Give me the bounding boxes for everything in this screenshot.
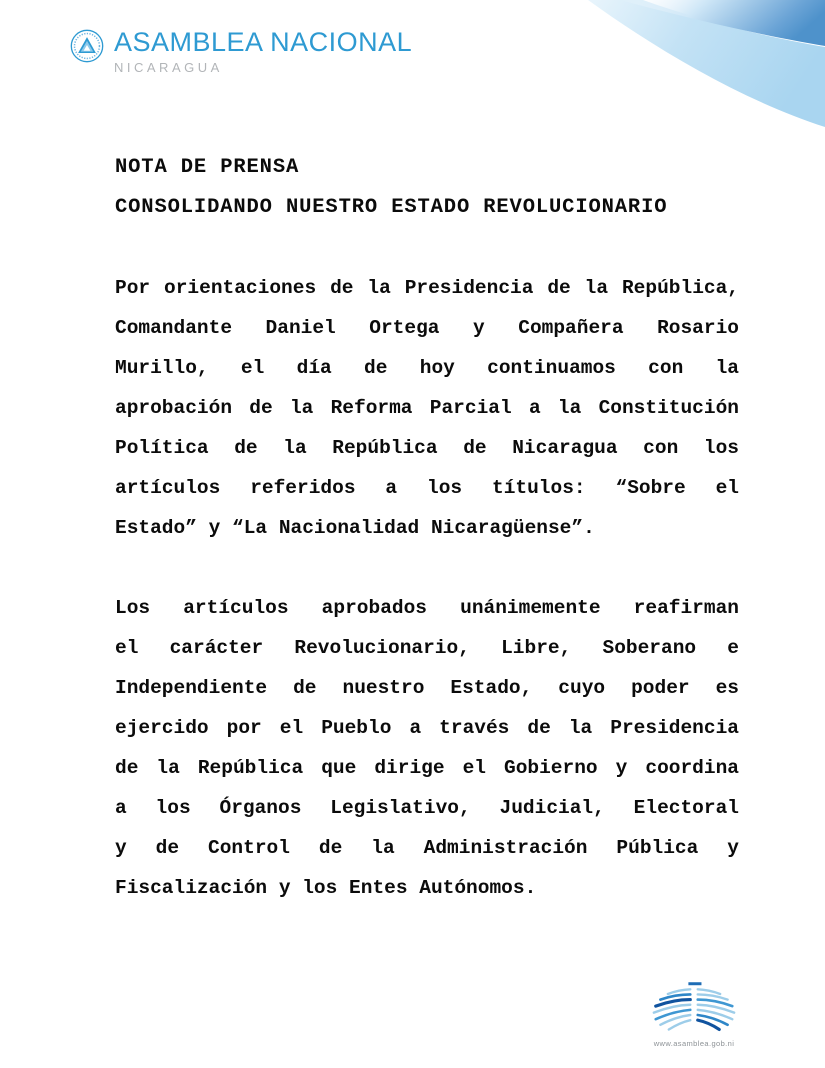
letterhead — [70, 27, 412, 75]
document-paragraphs — [115, 268, 739, 908]
swoosh-decoration — [525, 0, 825, 145]
document-title — [115, 148, 739, 228]
text-line: Murillo, el día de hoy continuamos con la — [115, 357, 739, 379]
org-name: ASAMBLEA NACIONAL — [114, 27, 413, 57]
assembly-seal-icon — [70, 29, 104, 63]
text-line: Independiente de nuestro Estado, cuyo poder es — [115, 677, 739, 699]
text-line: aprobación de la Reforma Parcial a la Constitución — [115, 397, 739, 419]
text-line: y de Control de la Administración Pública y — [115, 837, 739, 859]
text-line: artículos referidos a los títulos: “Sobre el — [115, 477, 739, 499]
text-line: de la República que dirige el Gobierno y coordina — [115, 757, 739, 779]
text-line: a los Órganos Legislativo, Judicial, Electoral — [115, 797, 739, 819]
text-line: Estado” y “La Nacionalidad Nicaragüense”. — [115, 517, 595, 539]
text-line: el carácter Revolucionario, Libre, Soberano e — [115, 637, 739, 659]
website-url: www.asamblea.gob.ni — [653, 1039, 735, 1048]
text-line: Comandante Daniel Ortega y Compañera Rosario — [115, 317, 739, 339]
paragraph — [115, 588, 739, 908]
title-line: NOTA DE PRENSA — [115, 156, 300, 179]
globe-logo-icon — [646, 980, 742, 1036]
title-line: CONSOLIDANDO NUESTRO ESTADO REVOLUCIONARIO — [115, 196, 668, 219]
text-line: Por orientaciones de la Presidencia de la República, — [115, 277, 739, 299]
org-country: NICARAGUA — [114, 60, 223, 75]
paragraph — [115, 268, 739, 548]
footer-logo — [646, 980, 742, 1048]
text-line: Política de la República de Nicaragua con los — [115, 437, 739, 459]
text-line: Fiscalización y los Entes Autónomos. — [115, 877, 537, 899]
text-line: Los artículos aprobados unánimemente reafirman — [115, 597, 739, 619]
document-body — [115, 148, 739, 908]
text-line: ejercido por el Pueblo a través de la Presidencia — [115, 717, 739, 739]
brand-text — [114, 27, 412, 75]
